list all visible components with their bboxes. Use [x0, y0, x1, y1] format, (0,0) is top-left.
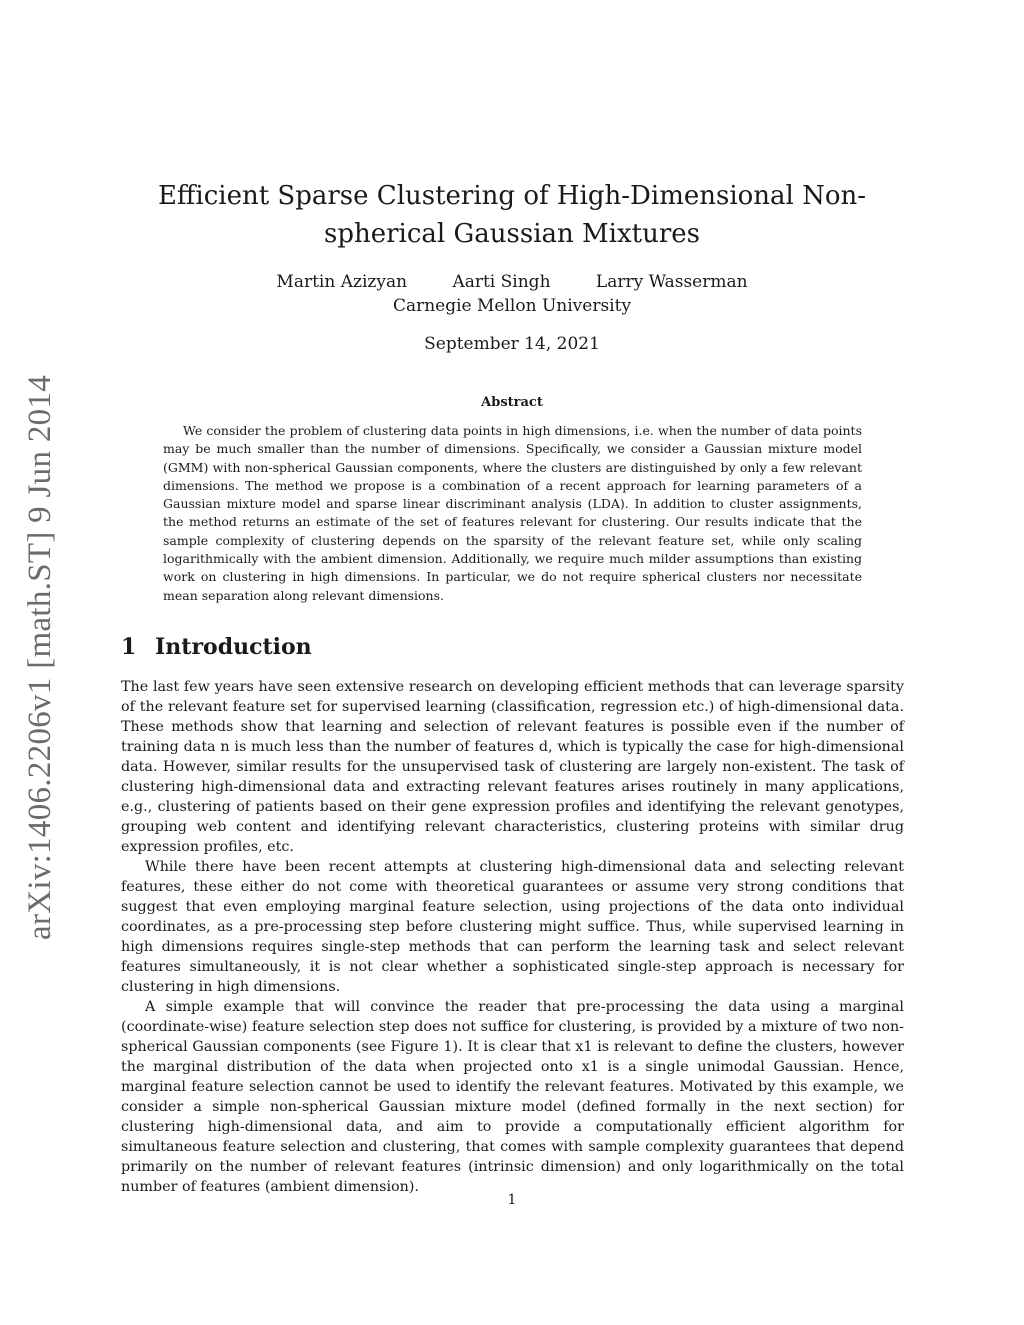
section-number: 1	[121, 634, 137, 660]
section-heading	[121, 632, 312, 662]
paragraph: While there have been recent attempts at clustering high-dimensional data and selecting relevant features, these either do not come with theoretical guarantees or assume very strong conditions that suggest that even employing marginal feature selection, using projections of the data onto individual coordinates, as a pre-processing step before clustering might suffice. Thus, while supervised learning in high dimensions requires single-step methods that can perform the learning task and select relevant features simultaneously, it is not clear whether a sophisticated single-step approach is necessary for clustering in high dimensions.	[121, 859, 904, 995]
paper-title: Efficient Sparse Clustering of High-Dimensional Non-spherical Gaussian Mixtures	[157, 181, 867, 249]
arxiv-identifier: arXiv:1406.2206v1 [math.ST] 9 Jun 2014	[22, 374, 58, 940]
page-number: 1	[507, 1192, 517, 1208]
abstract-heading: Abstract	[481, 395, 543, 410]
paper-date: September 14, 2021	[424, 334, 600, 354]
affiliation: Carnegie Mellon University	[392, 296, 632, 316]
author-list	[110, 270, 914, 294]
paragraph: The last few years have seen extensive research on developing efficient methods that can leverage sparsity of the relevant feature set for supervised learning (classification, regression etc.) of high-dimensional data. These methods show that learning and selection of relevant features is possible even if the number of training data n is much less than the number of features d, which is typically the case for high-dimensional data. However, similar results for the unsupervised task of clustering are largely non-existent. The task of clustering high-dimensional data and extracting relevant features arises routinely in many applications, e.g., clustering of patients based on their gene expression profiles and identifying the relevant genotypes, grouping web content and identifying relevant characteristics, clustering proteins with similar drug expression profiles, etc.	[121, 679, 904, 855]
author-name: Larry Wasserman	[595, 272, 748, 292]
section-title: Introduction	[155, 634, 312, 660]
author-name: Martin Azizyan	[276, 272, 408, 292]
author-name: Aarti Singh	[452, 272, 551, 292]
abstract-text: We consider the problem of clustering data points in high dimensions, i.e. when the number of data points may be much smaller than the number of dimensions. Specifically, we consider a Gaussian mixture model (GMM) with non-spherical Gaussian components, where the clusters are distinguished by only a few relevant dimensions. The method we propose is a combination of a recent approach for learning parameters of a Gaussian mixture model and sparse linear discriminant analysis (LDA). In addition to cluster assignments, the method returns an estimate of the set of features relevant for clustering. Our results indicate that the sample complexity of clustering depends on the sparsity of the relevant feature set, while only scaling logarithmically with the ambient dimension. Additionally, we require much milder assumptions than existing work on clustering in high dimensions. In particular, we do not require spherical clusters nor necessitate mean separation along relevant dimensions.	[163, 423, 862, 603]
section-body	[121, 677, 904, 1197]
paragraph: A simple example that will convince the reader that pre-processing the data using a marginal (coordinate-wise) feature selection step does not suffice for clustering, is provided by a mixture of two non-spherical Gaussian components (see Figure 1). It is clear that x1 is relevant to define the clusters, however the marginal distribution of the data when projected onto x1 is a single unimodal Gaussian. Hence, marginal feature selection cannot be used to identify the relevant features. Motivated by this example, we consider a simple non-spherical Gaussian mixture model (defined formally in the next section) for clustering high-dimensional data, and aim to provide a computationally efficient algorithm for simultaneous feature selection and clustering, that comes with sample complexity guarantees that depend primarily on the number of relevant features (intrinsic dimension) and only logarithmically on the total number of features (ambient dimension).	[121, 999, 904, 1195]
